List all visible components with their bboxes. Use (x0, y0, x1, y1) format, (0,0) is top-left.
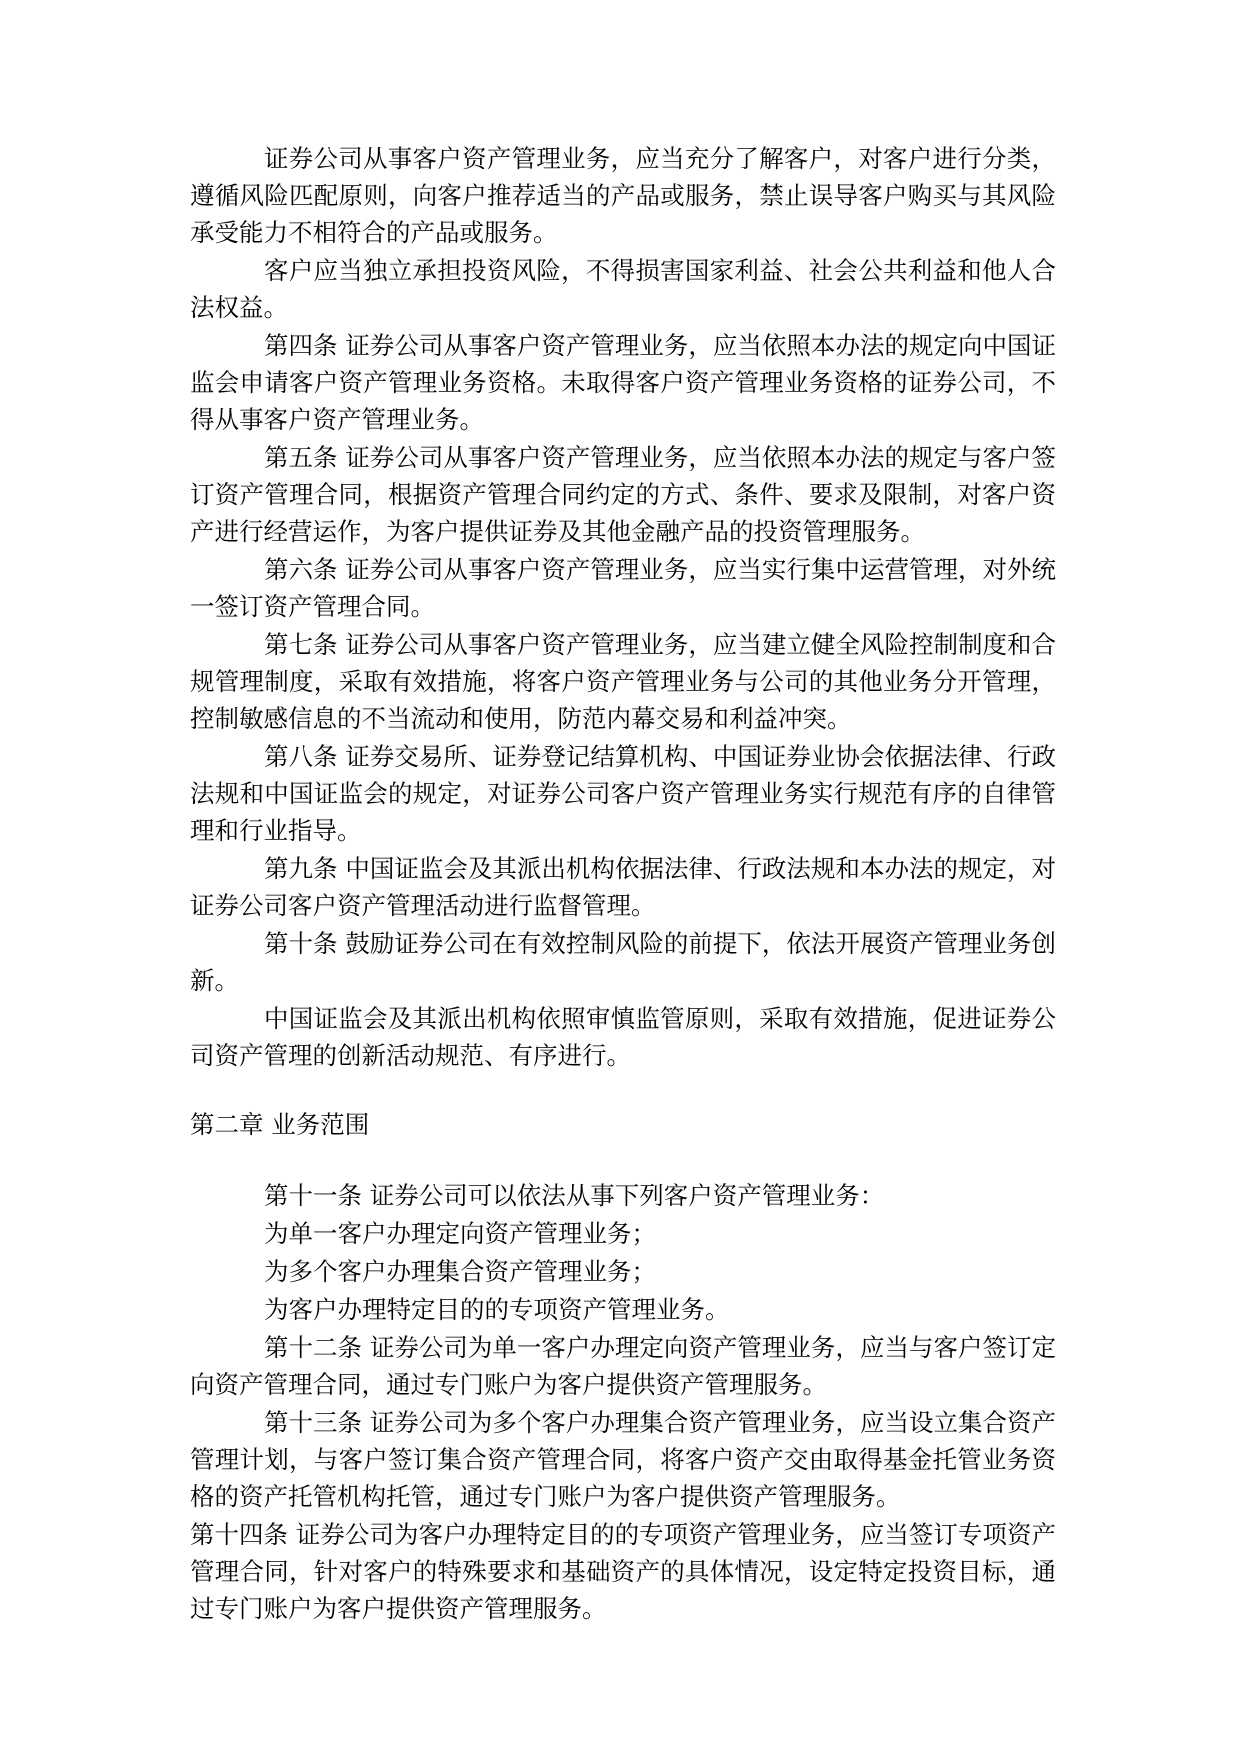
document-body (190, 140, 1056, 1628)
article-11-item: 为多个客户办理集合资产管理业务； (264, 1257, 656, 1286)
article-4: 第四条 证券公司从事客户资产管理业务，应当依照本办法的规定向中国证监会申请客户资产管理业务资格。未取得客户资产管理业务资格的证券公司，不得从事客户资产管理业务。 (190, 331, 1056, 434)
article-8: 第八条 证券交易所、证券登记结算机构、中国证券业协会依据法律、行政法规和中国证监会的规定，对证券公司客户资产管理业务实行规范有序的自律管理和行业指导。 (190, 742, 1056, 845)
article-9: 第九条 中国证监会及其派出机构依据法律、行政法规和本办法的规定，对证券公司客户资产管理活动进行监督管理。 (190, 854, 1056, 920)
paragraph-client-classification: 证券公司从事客户资产管理业务，应当充分了解客户，对客户进行分类，遵循风险匹配原则，向客户推荐适当的产品或服务，禁止误导客户购买与其风险承受能力不相符合的产品或服务。 (190, 144, 1056, 247)
article-11-item: 为单一客户办理定向资产管理业务； (264, 1219, 656, 1248)
article-11: 第十一条 证券公司可以依法从事下列客户资产管理业务： (264, 1181, 885, 1210)
article-11-item: 为客户办理特定目的的专项资产管理业务。 (264, 1295, 730, 1324)
article-12: 第十二条 证券公司为单一客户办理定向资产管理业务，应当与客户签订定向资产管理合同，通过专门账户为客户提供资产管理服务。 (190, 1333, 1056, 1399)
chapter-title: 第二章 业务范围 (190, 1110, 370, 1139)
article-14: 第十四条 证券公司为客户办理特定目的的专项资产管理业务，应当签订专项资产管理合同，针对客户的特殊要求和基础资产的具体情况，设定特定投资目标，通过专门账户为客户提供资产管理服务。 (190, 1520, 1056, 1623)
article-6: 第六条 证券公司从事客户资产管理业务，应当实行集中运营管理，对外统一签订资产管理合同。 (190, 555, 1056, 621)
paragraph-client-risk: 客户应当独立承担投资风险，不得损害国家利益、社会公共利益和他人合法权益。 (190, 256, 1056, 322)
article-10: 第十条 鼓励证券公司在有效控制风险的前提下，依法开展资产管理业务创新。 (190, 929, 1056, 995)
paragraph-innovation: 中国证监会及其派出机构依照审慎监管原则，采取有效措施，促进证券公司资产管理的创新活动规范、有序进行。 (190, 1004, 1056, 1070)
article-5: 第五条 证券公司从事客户资产管理业务，应当依照本办法的规定与客户签订资产管理合同，根据资产管理合同约定的方式、条件、要求及限制，对客户资产进行经营运作，为客户提供证券及其他金融产品的投资管理服务。 (190, 443, 1056, 546)
article-13: 第十三条 证券公司为多个客户办理集合资产管理业务，应当设立集合资产管理计划，与客户签订集合资产管理合同，将客户资产交由取得基金托管业务资格的资产托管机构托管，通过专门账户为客户提供资产管理服务。 (190, 1408, 1056, 1511)
article-7: 第七条 证券公司从事客户资产管理业务，应当建立健全风险控制制度和合规管理制度，采取有效措施，将客户资产管理业务与公司的其他业务分开管理，控制敏感信息的不当流动和使用，防范内幕交易和利益冲突。 (190, 630, 1056, 733)
